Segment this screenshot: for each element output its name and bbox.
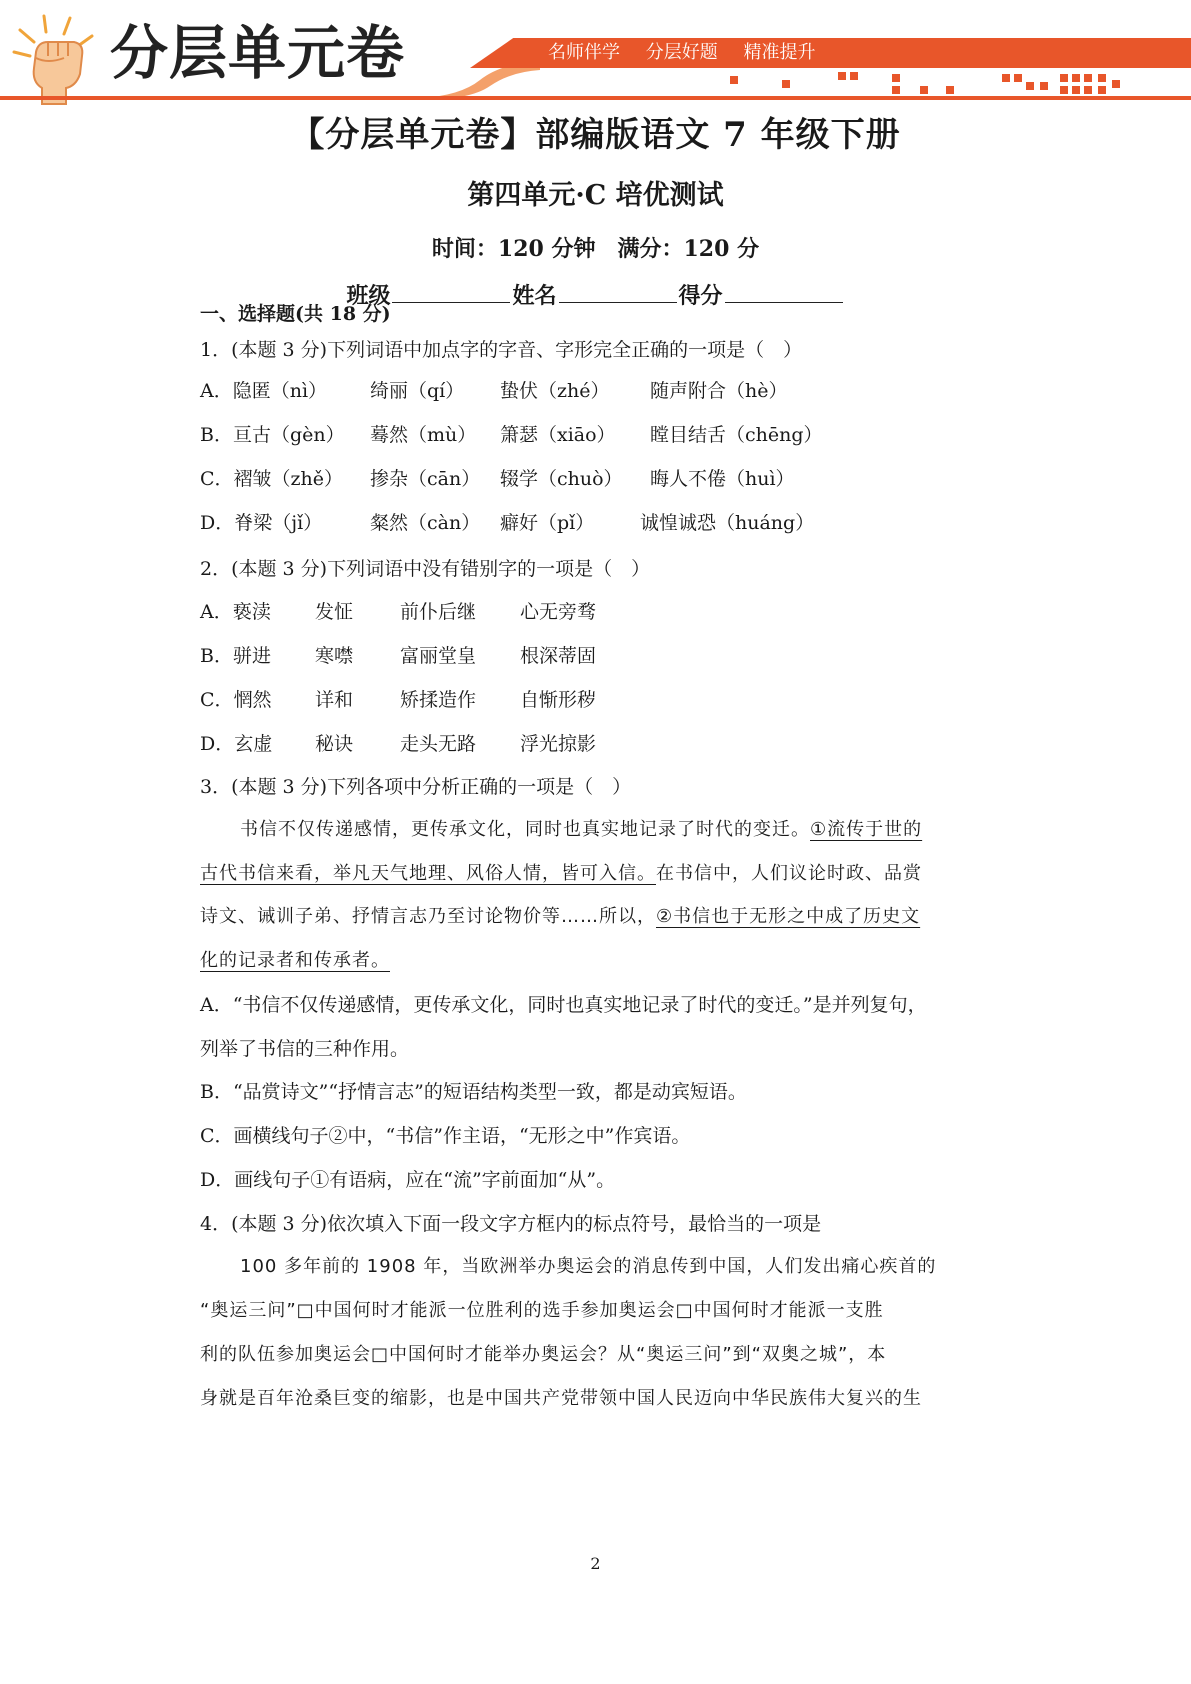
deco-square — [782, 80, 790, 88]
option-term: 诚惶诚恐（huáng） — [640, 512, 815, 534]
question-3-passage-line — [200, 860, 990, 888]
deco-square — [1098, 74, 1106, 82]
passage-text: 在书信中，人们议论时政、品赏 — [656, 863, 922, 884]
deco-square — [1060, 86, 1068, 94]
deco-square — [892, 86, 900, 94]
option-term: 箫瑟（xiāo） — [500, 424, 616, 446]
question-3-option-a[interactable]: A．“书信不仅传递感情，更传承文化，同时也真实地记录了时代的变迁。”是并列复句， — [200, 994, 927, 1016]
class-blank[interactable] — [392, 280, 510, 303]
question-2-stem: 2．(本题 3 分)下列词语中没有错别字的一项是（ ） — [200, 558, 651, 580]
name-blank[interactable] — [559, 280, 677, 303]
option-term: 秘诀 — [315, 733, 354, 755]
deco-square — [730, 76, 738, 84]
question-3-passage-line — [200, 903, 990, 931]
option-term: 走头无路 — [400, 733, 477, 755]
question-4-passage-line: 身就是百年沧桑巨变的缩影，也是中国共产党带领中国人民迈向中华民族伟大复兴的生 — [200, 1388, 922, 1409]
question-4-passage-line: 利的队伍参加奥运会□中国何时才能举办奥运会？从“奥运三问”到“双奥之城”，本 — [200, 1344, 887, 1365]
option-term: A．隐匿（nì） — [200, 380, 328, 402]
deco-square — [1002, 74, 1010, 82]
option-term: 心无旁骛 — [520, 601, 597, 623]
question-3-passage-line — [200, 947, 990, 975]
deco-square — [838, 72, 846, 80]
option-term: 绮丽（qí） — [370, 380, 465, 402]
brand-logo-text: 分层单元卷 — [110, 19, 406, 87]
option-term: 晦人不倦（huì） — [650, 468, 795, 490]
option-term: 掺杂（cān） — [370, 468, 481, 490]
option-term: 矫揉造作 — [400, 689, 477, 711]
passage-text: 诗文、诫训子弟、抒情言志乃至讨论物价等……所以， — [200, 906, 656, 927]
question-3-option-d[interactable]: D．画线句子①有语病，应在“流”字前面加“从”。 — [200, 1169, 616, 1191]
section-heading: 一、选择题(共 18 分) — [200, 303, 391, 325]
option-term: 粲然（càn） — [370, 512, 481, 534]
question-3-option-c[interactable]: C．画横线句子②中，“书信”作主语，“无形之中”作宾语。 — [200, 1125, 691, 1147]
score-blank[interactable] — [725, 280, 843, 303]
underlined-sentence-1: ①流传于世的 — [810, 819, 923, 840]
question-3-option-b[interactable]: B．“品赏诗文”“抒情言志”的短语结构类型一致，都是动宾短语。 — [200, 1081, 747, 1103]
raised-fist-icon — [8, 12, 103, 107]
deco-square — [1014, 74, 1022, 82]
option-term: 随声附合（hè） — [650, 380, 788, 402]
option-term: B．骈进 — [200, 645, 271, 667]
option-term: 辍学（chuò） — [500, 468, 623, 490]
slogan-3: 精准提升 — [743, 42, 816, 63]
option-term: 蓦然（mù） — [370, 424, 477, 446]
option-term: C．惘然 — [200, 689, 272, 711]
deco-square — [1098, 86, 1106, 94]
option-term: B．亘古（gèn） — [200, 424, 345, 446]
student-info-fields — [0, 280, 1191, 311]
question-3-stem: 3．(本题 3 分)下列各项中分析正确的一项是（ ） — [200, 776, 632, 798]
option-term: 癖好（pǐ） — [500, 512, 595, 534]
option-term: A．亵渎 — [200, 601, 271, 623]
deco-square — [1040, 82, 1048, 90]
question-4-stem: 4．(本题 3 分)依次填入下面一段文字方框内的标点符号，最恰当的一项是 — [200, 1213, 822, 1235]
deco-square — [946, 86, 954, 94]
deco-square — [850, 72, 858, 80]
deco-square — [1072, 74, 1080, 82]
header-banner — [0, 0, 1191, 110]
underlined-sentence-2-cont: 化的记录者和传承者。 — [200, 950, 390, 971]
page-number: 2 — [590, 1554, 601, 1573]
underlined-sentence-1-cont: 古代书信来看，举凡天气地理、风俗人情，皆可入信。 — [200, 863, 656, 884]
option-term: 自惭形秽 — [520, 689, 597, 711]
question-1-stem: 1．(本题 3 分)下列词语中加点字的字音、字形完全正确的一项是（ ） — [200, 339, 803, 361]
option-term: 前仆后继 — [400, 601, 477, 623]
option-term: 寒噤 — [315, 645, 354, 667]
option-term: 瞠目结舌（chēng） — [650, 424, 823, 446]
deco-square — [892, 74, 900, 82]
deco-square — [1026, 82, 1034, 90]
deco-square — [1084, 86, 1092, 94]
option-term: 详和 — [315, 689, 354, 711]
deco-square — [1084, 74, 1092, 82]
question-3-passage-line — [200, 816, 990, 844]
option-term: 发怔 — [315, 601, 354, 623]
slogan-1: 名师伴学 — [548, 42, 620, 63]
score-label: 得分 — [678, 283, 723, 309]
option-term: 蛰伏（zhé） — [500, 380, 610, 402]
deco-square — [1112, 80, 1120, 88]
deco-square — [1072, 86, 1080, 94]
underlined-sentence-2: ②书信也于无形之中成了历史文 — [656, 906, 921, 927]
time-and-score-line: 时间：120 分钟 满分：120 分 — [431, 236, 760, 262]
passage-text: 书信不仅传递感情，更传承文化，同时也真实地记录了时代的变迁。 — [240, 819, 810, 840]
option-term: D．脊梁（jǐ） — [200, 512, 323, 534]
option-term: 浮光掠影 — [520, 733, 597, 755]
option-term: 富丽堂皇 — [400, 645, 477, 667]
name-label: 姓名 — [512, 283, 557, 309]
document-title: 【分层单元卷】部编版语文 7 年级下册 — [290, 115, 901, 155]
option-term: 根深蒂固 — [520, 645, 597, 667]
class-label: 班级 — [346, 283, 391, 309]
slogan-2: 分层好题 — [645, 42, 718, 63]
document-subtitle: 第四单元·C 培优测试 — [467, 180, 724, 211]
question-3-option-a-cont: 列举了书信的三种作用。 — [200, 1038, 410, 1060]
question-4-passage-line: 100 多年前的 1908 年，当欧洲举办奥运会的消息传到中国，人们发出痛心疾首的 — [240, 1256, 937, 1277]
banner-underline — [0, 96, 1191, 100]
question-4-passage-line: “奥运三问”□中国何时才能派一位胜利的选手参加奥运会□中国何时才能派一支胜 — [200, 1300, 884, 1321]
deco-square — [920, 86, 928, 94]
option-term: D．玄虚 — [200, 733, 273, 755]
deco-square — [1060, 74, 1068, 82]
option-term: C．褶皱（zhě） — [200, 468, 344, 490]
banner-slogans — [548, 40, 835, 66]
